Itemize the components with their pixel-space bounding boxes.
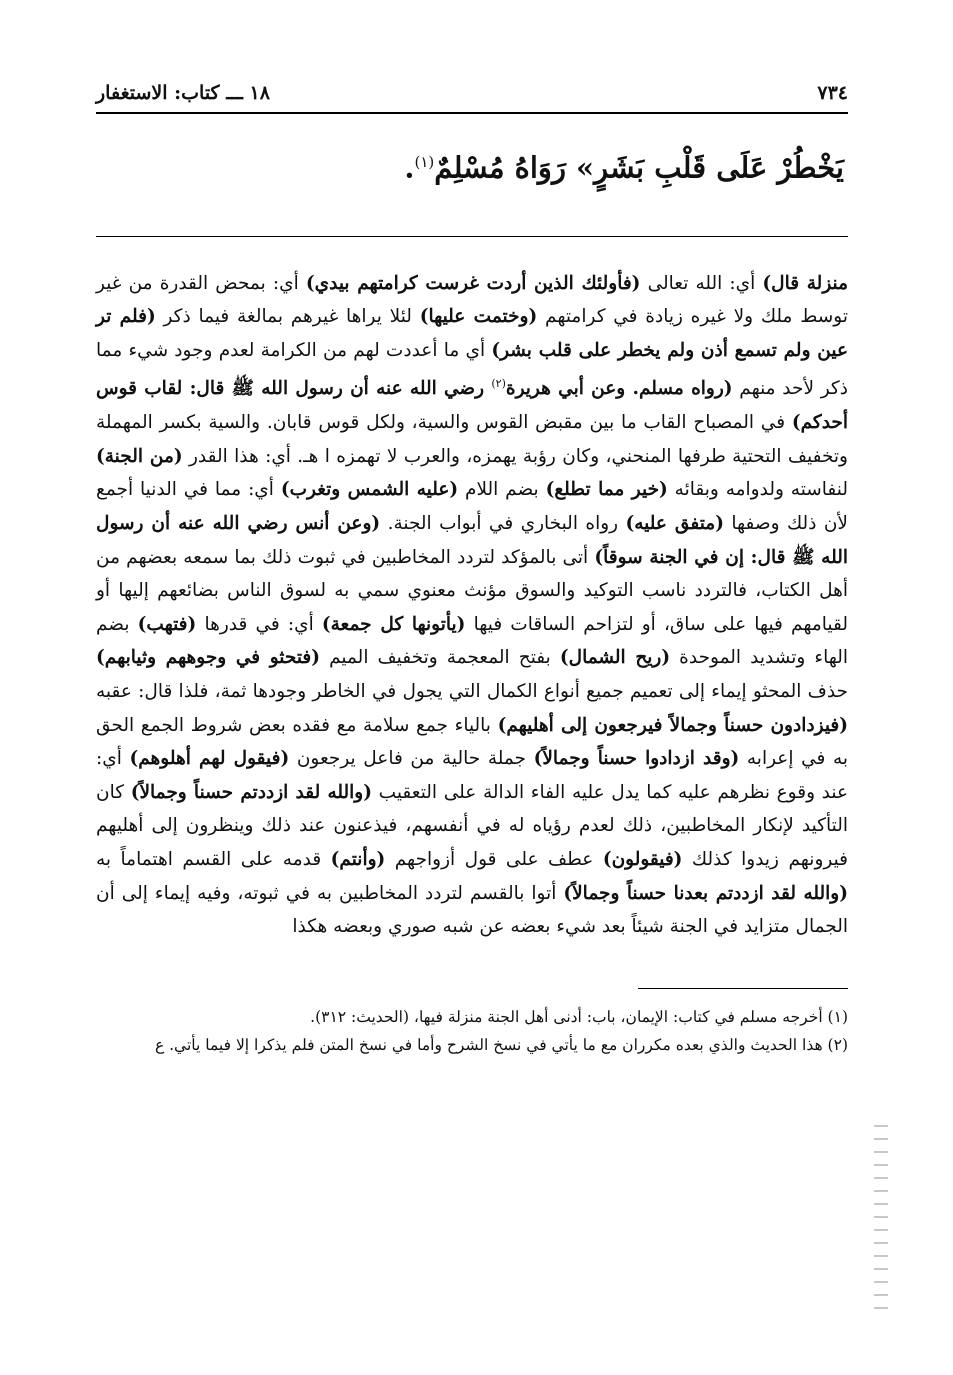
quote-text: (ريح الشمال) [559, 647, 671, 669]
commentary-text: أي: مما في الدنيا أجمع لأن ذلك وصفها [96, 479, 848, 534]
commentary-text: أتى بالمؤكد لتردد المخاطبين في ثبوت ذلك بما سمعه بعضهم من أهل الكتاب، فالتردد ناسب التوكيد والسوق مؤنث معنوي سمي به لسوق الناس بضائعهم إليها أو لقيامهم فيها على ساق، أو لتزاحم الساقات فيها [96, 546, 848, 635]
footnote-marker: (١) [414, 153, 435, 171]
footnotes [96, 1003, 848, 1059]
commentary-text: أي ما أعددت لهم من الكرامة لعدم وجود شيء مما ذكر لأحد منهم [96, 339, 848, 400]
commentary-text: لئلا يراها غيرهم بمالغة فيما ذكر [155, 306, 420, 328]
quote-text: (والله لقد ازددتم حسناً وجمالاً) [130, 781, 372, 803]
commentary-text: بضم الهاء وتشديد الموحدة [96, 613, 849, 669]
commentary-text: أي: عند وقوع نظرهم عليه كما يدل عليه الفاء الدالة على التعقيب [96, 748, 849, 803]
quote-text: (رواه مسلم. وعن أبي هريرة [505, 378, 733, 400]
quote-text: (وختمت عليها) [419, 306, 538, 328]
quote-text: رضي الله عنه أن رسول الله ﷺ قال: لقاب قوس أحدكم) [96, 378, 848, 434]
quote-text: (فأولئك الذين أردت غرست كرامتهم بيدي) [305, 272, 641, 294]
quote-text: (فيزدادون حسناً وجمالاً فيرجعون إلى أهليهم) [497, 714, 848, 736]
quote-text: (عليه الشمس وتغرب) [280, 479, 459, 501]
quote-text: (فيقولون) [602, 848, 683, 870]
quote-text: (يأتونها كل جمعة) [321, 613, 466, 635]
quote-text: (من الجنة) [96, 445, 183, 467]
section-divider [96, 236, 848, 237]
commentary-text: بفتح المعجمة وتخفيف الميم [320, 647, 560, 669]
commentary-text: في المصباح القاب ما بين مقبض القوس والسية، ولكل قوس قابان. والسية بكسر المهملة وتخفيف التحتية طرفها المنحني، وكان رؤبة يهمزه، والعرب لا تهمزه ا هـ. أي: هذا القدر [96, 412, 848, 467]
commentary-text: أي: الله تعالى [640, 272, 763, 294]
hadith-verse [96, 140, 848, 190]
commentary-text: رواه البخاري في أبواب الجنة. [380, 512, 626, 534]
scan-margin-noise [874, 1125, 888, 1315]
quote-text: (وأنتم) [330, 848, 386, 870]
commentary-text: جملة حالية من فاعل يرجعون [289, 748, 534, 770]
quote-text: (خير مما تطلع) [545, 479, 668, 501]
verse-end: . [404, 150, 415, 185]
commentary-text: كان التأكيد لإنكار المخاطبين، ذلك لعدم رؤياه له في أنفسهم، فيذعنون عند ذلك وينظرون إلى أهليهم فيرونهم زيدوا كذلك [96, 781, 849, 870]
chapter-title: ١٨ ـــ كتاب: الاستغفار [96, 82, 270, 104]
commentary-text: قدمه على القسم اهتماماً به [96, 848, 331, 870]
quote-text: (فيقول لهم أهلوهم) [129, 748, 290, 770]
quote-text: (والله لقد ازددتم بعدنا حسناً وجمالاً) [563, 882, 848, 904]
quote-text: (متفق عليه) [625, 512, 724, 534]
commentary-text: بضم اللام [458, 479, 546, 501]
quote-text: (وعن أنس رضي الله عنه أن رسول الله ﷺ قال: إن في الجنة سوقاً) [96, 512, 848, 568]
commentary-text: عطف على قول أزواجهم [385, 848, 603, 870]
page-number: ٧٣٤ [817, 82, 848, 104]
footnote-1: (١) أخرجه مسلم في كتاب: الإيمان، باب: أدنى أهل الجنة منزلة فيها، (الحديث: ٣١٢). [310, 1007, 848, 1026]
commentary-text: أي: في قدرها [196, 613, 322, 635]
commentary-text: حذف المحثو إيماء إلى تعميم جميع أنواع الكمال التي يجول في الخاطر وجودها ثمة، فلذا قال: عقبه [96, 680, 848, 702]
quote-text: (فتحثو في وجوههم وثيابهم) [96, 647, 321, 669]
running-header [96, 78, 848, 114]
commentary-text: لنفاسته ولدوامه وبقائه [667, 479, 849, 501]
commentary-body [96, 267, 848, 944]
quote-text: (وقد ازدادوا حسناً وجمالاً) [533, 748, 740, 770]
footnote-2: (٢) هذا الحديث والذي بعده مكرران مع ما يأتي في نسخ الشرح وأما في نسخ المتن فلم يذكرا إلا فيما يأتي. ع [154, 1035, 848, 1054]
commentary-text: أي: بمحض القدرة من غير توسط ملك ولا غيره زيادة في كرامتهم [96, 272, 848, 328]
commentary-paragraph [96, 267, 848, 944]
book-page [96, 78, 848, 1059]
quote-text: (فلم تر عين ولم تسمع أذن ولم يخطر على قلب بشر) [96, 306, 848, 361]
footnote-divider [638, 988, 848, 989]
quote-text: (فتهب) [137, 613, 197, 635]
quote-text: منزلة قال) [762, 272, 849, 294]
verse-text: يَخْطُرْ عَلَى قَلْبِ بَشَرٍ» رَوَاهُ مُسْلِمٌ [434, 150, 844, 185]
commentary-text: بالياء جمع سلامة مع فقده بعض شروط الجمع الحق به في إعرابه [96, 714, 849, 770]
commentary-text: أتوا بالقسم لتردد المخاطبين به في ثبوته، وفيه إيماء إلى أن الجمال متزايد في الجنة شيئاً بعد شيء بعضه عن شبه صوري وبعضه هكذا [96, 882, 848, 938]
footnote-marker: (٢) [491, 377, 506, 391]
